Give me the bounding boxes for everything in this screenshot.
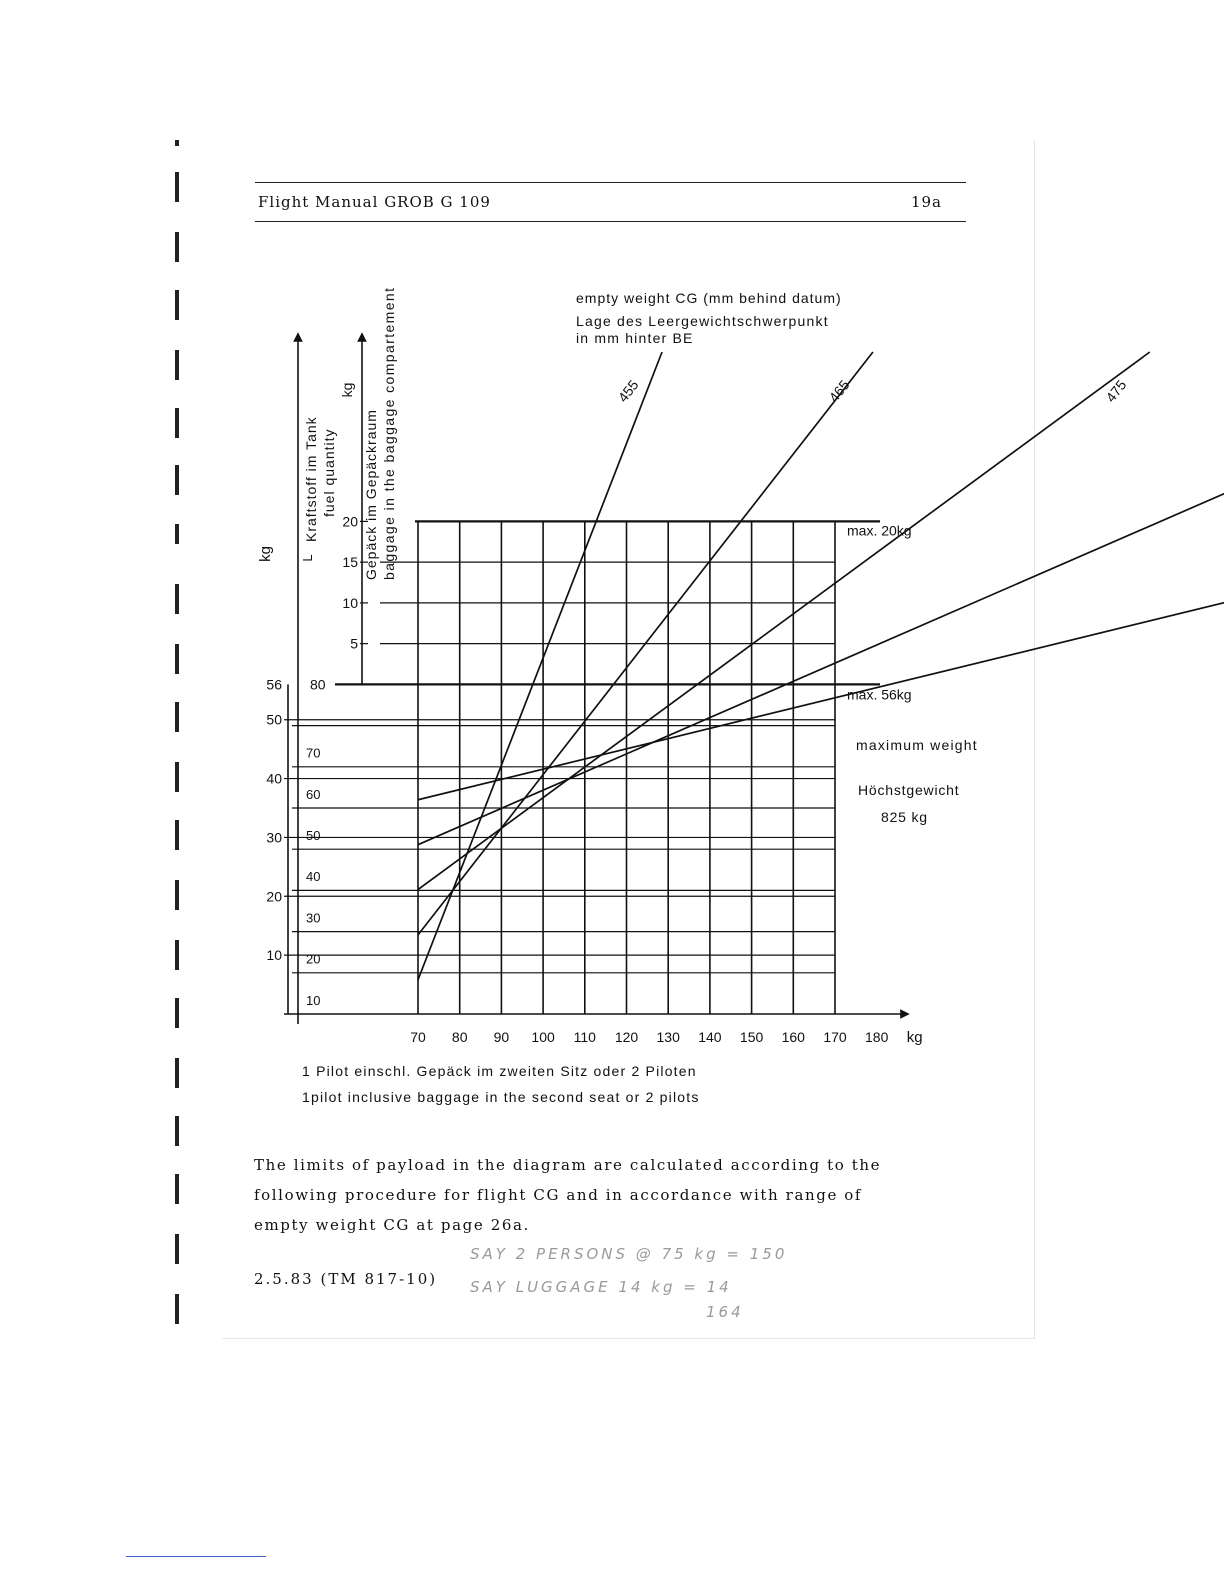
cg-lines (418, 352, 1224, 980)
payload-chart (240, 262, 1130, 1062)
x-tick-label: 170 (823, 1029, 847, 1045)
header-rule-top (255, 182, 966, 183)
baggage-axis-label-en: baggage in the baggage compartement (381, 286, 397, 580)
fuel-axis-label-en: fuel quantity (321, 428, 337, 517)
x-tick-label: 70 (410, 1029, 426, 1045)
x-tick-label: 120 (614, 1029, 639, 1045)
fuel-kg-unit: kg (257, 546, 274, 562)
header-page-number: 19a (910, 193, 942, 211)
cg-line-label-475: 475 (1102, 376, 1130, 406)
x-tick-label: 160 (781, 1029, 805, 1045)
handwritten-note-1: SAY 2 PERSONS @ 75 kg = 150 (470, 1245, 788, 1263)
revision-date: 2.5.83 (TM 817-10) (254, 1270, 438, 1288)
cg-line-label-455: 455 (614, 376, 642, 406)
fuel-l-tick-label: 80 (310, 676, 326, 693)
header-rule-bottom (255, 221, 966, 222)
x-axis-caption-en: 1pilot inclusive baggage in the second seat or 2 pilots (302, 1089, 700, 1105)
max-weight-value: 825 kg (881, 809, 928, 825)
fuel-kg-tick-label: 30 (266, 829, 282, 846)
x-tick-label: 80 (451, 1029, 468, 1045)
fuel-l-tick-label: 40 (306, 869, 321, 885)
x-tick-label: 110 (573, 1029, 596, 1045)
fuel-kg-tick-label: 50 (266, 711, 282, 728)
fuel-l-marker: L (300, 554, 315, 562)
fuel-l-tick-label: 30 (306, 910, 321, 926)
fuel-axis-label-de: Kraftstoff im Tank (303, 416, 319, 542)
fuel-l-tick-label: 70 (306, 745, 321, 761)
header-title: Flight Manual GROB G 109 (258, 193, 491, 211)
baggage-tick-label: 5 (350, 635, 358, 652)
chart-title-line-1: empty weight CG (mm behind datum) (576, 290, 842, 306)
cg-line-label-465: 465 (825, 376, 853, 406)
chart-title-line-2: Lage des Leergewichtschwerpunkt (576, 313, 829, 329)
chart-text (576, 290, 978, 825)
baggage-tick-label: 15 (342, 554, 358, 571)
handwritten-note-2: SAY LUGGAGE 14 kg = 14 (470, 1278, 732, 1296)
bottom-rule (126, 1556, 266, 1557)
cg-line-475 (418, 352, 1150, 890)
fuel-l-tick-label: 50 (306, 828, 321, 843)
limit-label-56kg: max. 56kg (847, 686, 912, 703)
x-tick-label: 90 (493, 1029, 510, 1045)
x-tick-label: 150 (739, 1029, 764, 1045)
x-tick-label: 100 (531, 1029, 555, 1045)
baggage-tick-label: 10 (342, 594, 358, 611)
fuel-kg-tick-label: 10 (266, 947, 282, 964)
x-axis-caption-de: 1 Pilot einschl. Gepäck im zweiten Sitz oder 2 Piloten (302, 1063, 697, 1079)
x-tick-label: 130 (656, 1029, 680, 1045)
baggage-unit: kg (339, 382, 355, 398)
limit-label-20kg: max. 20kg (847, 522, 912, 539)
cg-line-455 (418, 352, 662, 980)
max-weight-label-en: maximum weight (856, 737, 978, 753)
fuel-kg-tick-label: 40 (266, 770, 282, 787)
fuel-l-tick-label: 10 (306, 992, 321, 1008)
fuel-l-tick-label: 60 (306, 786, 321, 802)
binder-holes (172, 140, 182, 1330)
x-tick-label: 140 (698, 1029, 722, 1045)
baggage-axis-label-de: Gepäck im Gepäckraum (363, 409, 379, 580)
fuel-l-tick-label: 20 (306, 951, 321, 967)
chart-grid (284, 521, 880, 1014)
fuel-kg-tick-label: 20 (266, 888, 282, 905)
fuel-kg-tick-label: 56 (266, 676, 282, 693)
explanatory-paragraph: The limits of payload in the diagram are calculated according to the following procedure for flight CG and in accordance with range of empty weight CG at page 26a. (254, 1156, 882, 1234)
x-tick-label: 180 (865, 1029, 889, 1045)
handwritten-note-3: 164 (706, 1303, 744, 1321)
x-axis-unit: kg (906, 1029, 923, 1046)
baggage-tick-label: 20 (342, 513, 358, 530)
chart-title-line-3: in mm hinter BE (576, 330, 694, 346)
max-weight-label-de: Höchstgewicht (858, 782, 960, 798)
